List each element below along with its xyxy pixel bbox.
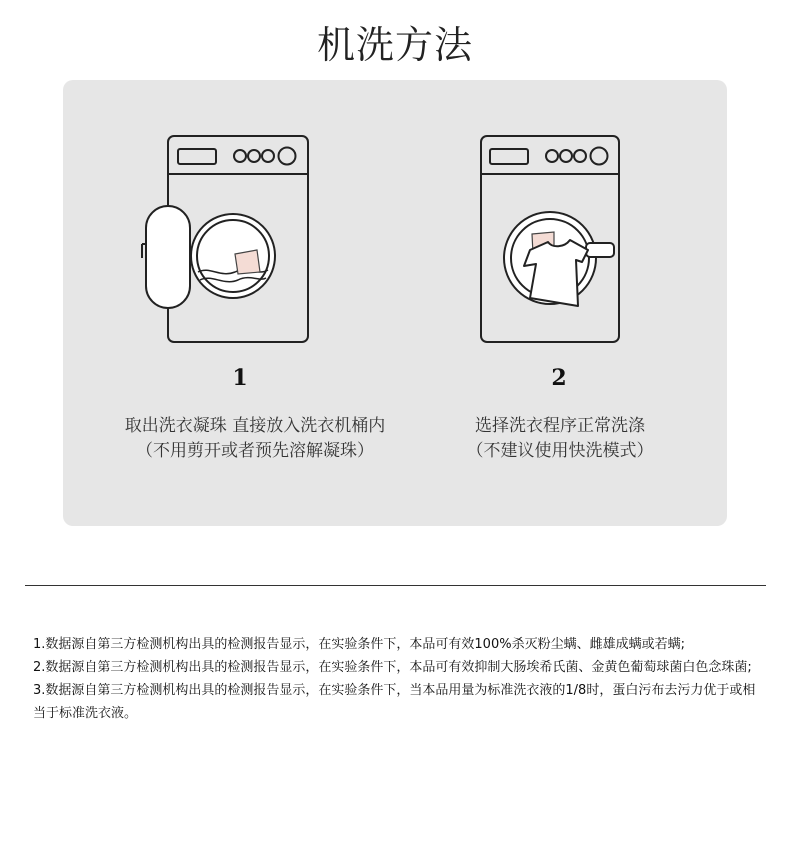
footnotes [33, 633, 763, 725]
step-2-line-2: （不建议使用快洗模式） [466, 441, 654, 461]
footnote-2: 2.数据源自第三方检测机构出具的检测报告显示，在实验条件下，本品可有效抑制大肠埃希氏菌、金黄色葡萄球菌白色念珠菌; [33, 660, 752, 675]
step-number-1: 1 [232, 365, 248, 391]
washing-machine-shirt-icon [480, 134, 630, 346]
step-2-line-1: 选择洗衣程序正常洗涤 [475, 416, 645, 436]
step-1-line-1: 取出洗衣凝珠 直接放入洗衣机桶内 [124, 416, 386, 436]
step-number-2: 2 [551, 365, 567, 391]
washing-machine-open-door-icon [140, 134, 315, 346]
section-divider [25, 585, 766, 586]
step-1-line-2: （不用剪开或者预先溶解凝珠） [136, 441, 374, 461]
footnote-3: 3.数据源自第三方检测机构出具的检测报告显示，在实验条件下，当本品用量为标准洗衣液的1/8时，蛋白污布去污力优于或相当于标准洗衣液。 [33, 683, 756, 721]
page-title: 机洗方法 [316, 23, 473, 67]
footnote-1: 1.数据源自第三方检测机构出具的检测报告显示，在实验条件下，本品可有效100%杀灭粉尘螨、雌雄成螨或若螨; [33, 637, 685, 652]
